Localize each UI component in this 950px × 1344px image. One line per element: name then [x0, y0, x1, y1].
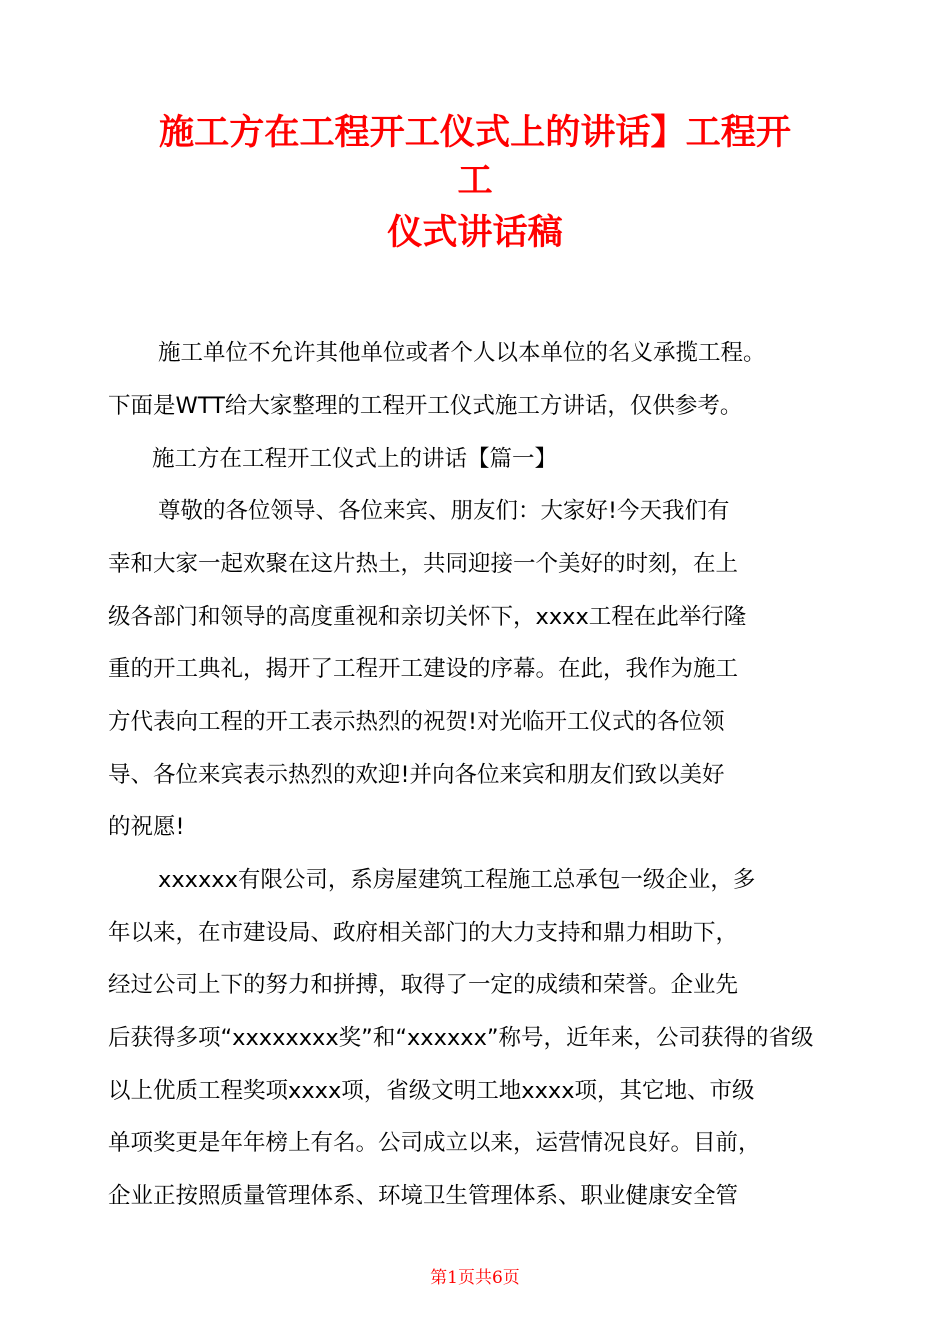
body-line: 年以来，在市建设局、政府相关部门的大力支持和鼎力相助下， — [108, 920, 739, 946]
body-line: 重的开工典礼，揭开了工程开工建设的序幕。在此，我作为施工 — [108, 656, 739, 682]
body-line: 级各部门和领导的高度重视和亲切关怀下，xxxx工程在此举行隆 — [108, 604, 747, 630]
body-line: xxxxxx有限公司，系房屋建筑工程施工总承包一级企业，多 — [158, 867, 756, 893]
body-line: 的祝愿! — [108, 814, 185, 840]
body-line: 施工单位不允许其他单位或者个人以本单位的名义承揽工程。 — [158, 340, 766, 366]
document-title-line-3: 仪式讲话稿 — [387, 212, 563, 253]
page-footer: 第1页共6页 — [430, 1268, 520, 1288]
section-heading: 施工方在工程开工仪式上的讲话【篇一】 — [152, 446, 558, 472]
body-line: 下面是WTT给大家整理的工程开工仪式施工方讲话，仅供参考。 — [108, 393, 743, 419]
body-line: 经过公司上下的努力和拼搏，取得了一定的成绩和荣誉。企业先 — [108, 972, 739, 998]
body-line: 幸和大家一起欢聚在这片热土，共同迎接一个美好的时刻，在上 — [108, 551, 739, 577]
body-line: 单项奖更是年年榜上有名。公司成立以来，运营情况良好。目前， — [108, 1130, 761, 1156]
document-title-line-1: 施工方在工程开工仪式上的讲话】工程开 — [159, 112, 791, 153]
document-title-line-2: 工 — [457, 160, 493, 201]
body-line: 后获得多项“xxxxxxxx奖”和“xxxxxx”称号，近年来，公司获得的省级 — [108, 1025, 814, 1051]
body-line: 方代表向工程的开工表示热烈的祝贺!对光临开工仪式的各位领 — [108, 709, 725, 735]
body-line: 企业正按照质量管理体系、环境卫生管理体系、职业健康安全管 — [108, 1183, 739, 1209]
body-line: 以上优质工程奖项xxxx项，省级文明工地xxxx项，其它地、市级 — [108, 1078, 755, 1104]
body-line: 导、各位来宾表示热烈的欢迎!并向各位来宾和朋友们致以美好 — [108, 762, 725, 788]
body-line: 尊敬的各位领导、各位来宾、朋友们：大家好!今天我们有 — [158, 498, 730, 524]
